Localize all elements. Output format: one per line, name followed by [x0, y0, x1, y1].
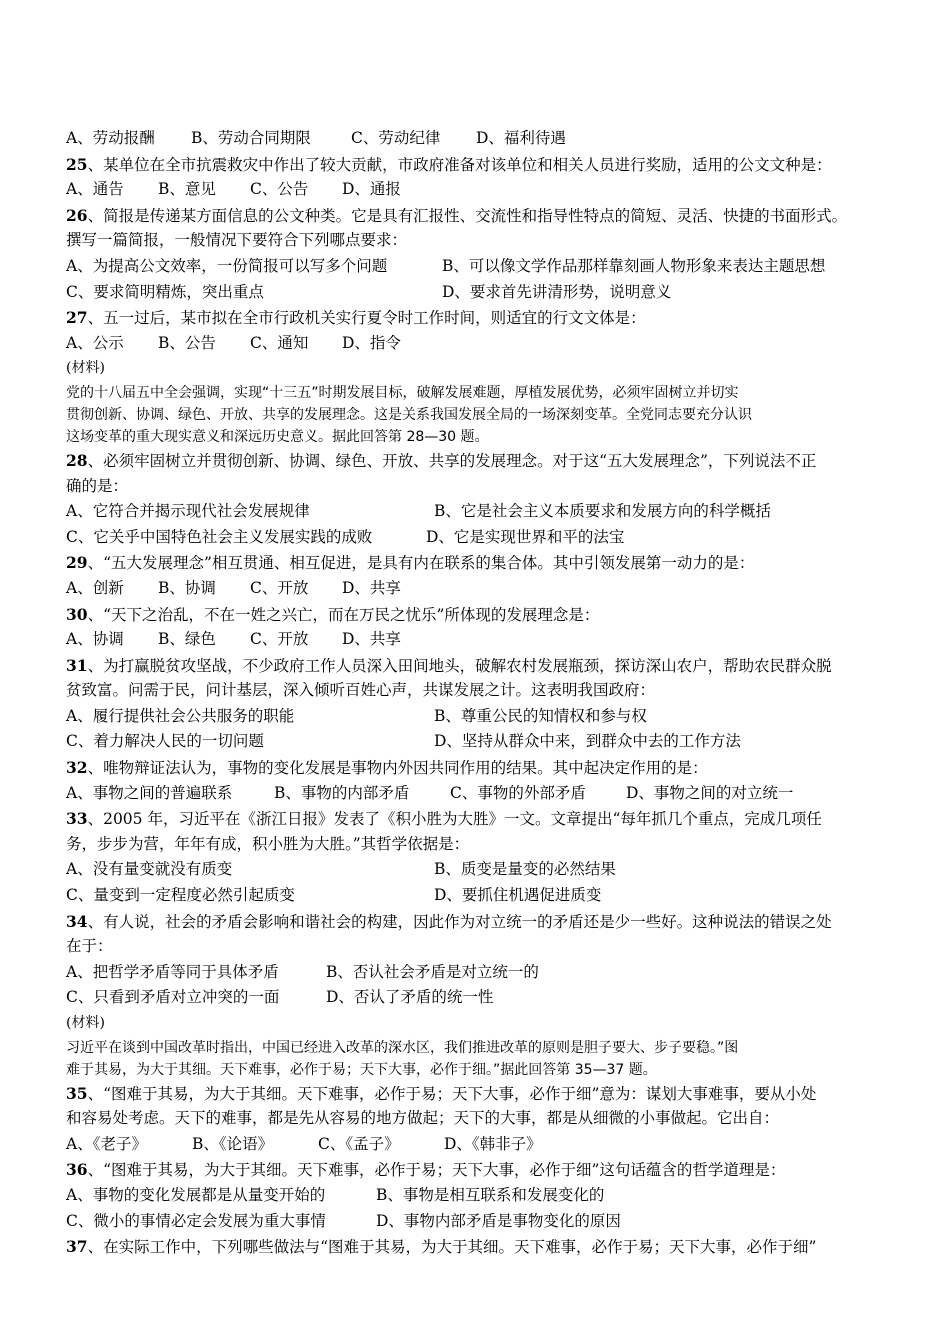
option-d: D、福利待遇 — [476, 129, 566, 147]
option-b: B、劳动合同期限 — [191, 129, 311, 147]
option-c: C、公告 — [250, 180, 309, 199]
question-text: 、2005 年，习近平在《浙江日报》发表了《积小胜为大胜》一文。文章提出“每年抓几个重点，完成几项任 — [87, 810, 822, 829]
question-32 — [66, 755, 896, 781]
question-25 — [66, 152, 896, 178]
option-b: B、可以像文学作品那样靠刻画人物形象来表达主题思想 — [442, 256, 826, 275]
option-d: D、《韩非子》 — [444, 1134, 542, 1153]
question-text: 、某单位在全市抗震救灾中作出了较大贡献，市政府准备对该单位和相关人员进行奖励，适用的公文文种是： — [87, 155, 832, 174]
question-continuation: 在于： — [66, 937, 113, 956]
question-number: 31 — [66, 655, 88, 675]
option-a: A、它符合并揭示现代社会发展规律 — [66, 502, 310, 521]
question-number: 33 — [66, 809, 88, 829]
material-label: (材料) — [66, 360, 105, 377]
option-a: A、《老子》 — [66, 1134, 147, 1153]
question-number: 36 — [66, 1160, 88, 1180]
question-33 — [66, 806, 896, 832]
answer-options — [66, 729, 896, 755]
question-30 — [66, 602, 896, 628]
option-c: C、《孟子》 — [318, 1134, 400, 1153]
question-text: 、在实际工作中，下列哪些做法与“图难于其易，为大于其细。天下难事，必作于易；天下大事，必作于细” — [87, 1238, 817, 1257]
option-b: B、协调 — [158, 578, 216, 597]
question-continuation: 务，步步为营，年年有成，积小胜为大胜。”其哲学依据是： — [66, 834, 470, 853]
question-text: 、唯物辩证法认为，事物的变化发展是事物内外因共同作用的结果。其中起决定作用的是： — [87, 759, 708, 778]
answer-options — [66, 1183, 896, 1209]
material-text: 习近平在谈到中国改革时指出，中国已经进入改革的深水区，我们推进改革的原则是胆子要大、步子要稳。”图 — [66, 1039, 739, 1056]
question-text: 、五一过后，某市拟在全市行政机关实行夏令时工作时间，则适宜的行文文体是： — [87, 309, 646, 328]
option-b: B、事物是相互联系和发展变化的 — [376, 1185, 605, 1204]
question-number: 28 — [66, 450, 88, 470]
answer-options — [66, 499, 896, 525]
question-text: 、有人说，社会的矛盾会影响和谐社会的构建，因此作为对立统一的矛盾还是少一些好。这种说法的错误之处 — [87, 912, 832, 931]
question-29 — [66, 550, 896, 576]
option-c: C、要求简明精炼，突出重点 — [66, 282, 264, 301]
option-c: C、只看到矛盾对立冲突的一面 — [66, 988, 280, 1007]
option-a: A、为提高公文效率，一份简报可以写多个问题 — [66, 256, 388, 275]
option-b: B、意见 — [158, 180, 216, 199]
question-continuation: 确的是： — [66, 476, 129, 495]
question-31 — [66, 653, 896, 679]
question-number: 30 — [66, 604, 88, 624]
answer-options — [66, 960, 896, 986]
question-text: 、“图难于其易，为大于其细。天下难事，必作于易；天下大事，必作于细”这句话蕴含的哲学道理是： — [87, 1161, 786, 1180]
material-text: 贯彻创新、协调、绿色、开放、共享的发展理念。这是关系我国发展全局的一场深刻变革。全党同志要充分认识 — [66, 406, 752, 423]
question-36 — [66, 1157, 896, 1183]
option-c: C、事物的外部矛盾 — [450, 783, 586, 802]
option-a: A、事物的变化发展都是从量变开始的 — [66, 1185, 326, 1204]
answer-options — [66, 331, 896, 357]
question-37 — [66, 1234, 896, 1260]
option-d: D、否认了矛盾的统一性 — [326, 988, 494, 1007]
option-b: B、尊重公民的知情权和参与权 — [434, 706, 647, 725]
option-a: A、劳动报酬 — [66, 129, 155, 147]
answer-options — [66, 1132, 896, 1158]
option-d: D、事物内部矛盾是事物变化的原因 — [376, 1211, 621, 1230]
question-26 — [66, 203, 896, 229]
option-b: B、《论语》 — [192, 1134, 274, 1153]
answer-options — [66, 704, 896, 730]
answer-options — [66, 1209, 896, 1235]
answer-options — [66, 254, 896, 280]
question-continuation: 撰写一篇简报，一般情况下要符合下列哪点要求： — [66, 231, 408, 250]
option-d: D、通报 — [342, 180, 401, 199]
question-text: 、为打赢脱贫攻坚战，不少政府工作人员深入田间地头，破解农村发展瓶颈，探访深山农户，帮助农民群众脱 — [87, 656, 832, 675]
question-number: 27 — [66, 308, 88, 328]
option-b: B、公告 — [158, 333, 216, 352]
answer-options — [66, 525, 896, 551]
answer-options — [66, 126, 896, 152]
option-a: A、协调 — [66, 630, 124, 649]
option-d: D、要求首先讲清形势，说明意义 — [442, 282, 672, 301]
option-c: C、开放 — [250, 630, 309, 649]
question-number: 25 — [66, 154, 88, 174]
option-c: C、开放 — [250, 578, 309, 597]
option-d: D、共享 — [342, 630, 401, 649]
option-a: A、创新 — [66, 578, 124, 597]
option-c: C、它关乎中国特色社会主义发展实践的成败 — [66, 527, 373, 546]
option-c: C、通知 — [250, 333, 309, 352]
option-b: B、质变是量变的必然结果 — [434, 860, 616, 879]
question-text: 、必须牢固树立并贯彻创新、协调、绿色、开放、共享的发展理念。对于这“五大发展理念”，下列说法不正 — [87, 451, 817, 470]
question-number: 37 — [66, 1237, 88, 1257]
question-text: 、“天下之治乱，不在一姓之兴亡，而在万民之忧乐”所体现的发展理念是： — [87, 605, 600, 624]
question-27 — [66, 305, 896, 331]
question-number: 26 — [66, 205, 88, 225]
question-text: 、“图难于其易，为大于其细。天下难事，必作于易；天下大事，必作于细”意为：谋划大事难事，要从小处 — [87, 1084, 817, 1103]
question-35 — [66, 1081, 896, 1107]
option-a: A、公示 — [66, 333, 124, 352]
answer-options — [66, 857, 896, 883]
question-number: 35 — [66, 1083, 88, 1103]
question-continuation: 和容易处考虑。天下的难事，都是先从容易的地方做起；天下的大事，都是从细微的小事做起。它出自： — [66, 1109, 780, 1128]
option-a: A、把哲学矛盾等同于具体矛盾 — [66, 962, 279, 981]
answer-options — [66, 883, 896, 909]
option-b: B、它是社会主义本质要求和发展方向的科学概括 — [434, 502, 771, 521]
material-label: (材料) — [66, 1015, 105, 1031]
question-number: 32 — [66, 758, 88, 778]
question-text: 、“五大发展理念”相互贯通、相互促进，是具有内在联系的集合体。其中引领发展第一动力的是： — [87, 554, 755, 573]
option-b: B、否认社会矛盾是对立统一的 — [326, 962, 539, 981]
material-text: 党的十八届五中全会强调，实现“十三五”时期发展目标，破解发展难题，厚植发展优势，必须牢固树立并切实 — [66, 384, 739, 401]
option-b: B、绿色 — [158, 630, 216, 649]
answer-options — [66, 280, 896, 306]
material-text: 难于其易，为大于其细。天下难事，必作于易；天下大事，必作于细。”据此回答第 35—37 题。 — [66, 1061, 657, 1078]
answer-options — [66, 781, 896, 807]
option-b: B、事物的内部矛盾 — [274, 783, 410, 802]
option-a: A、履行提供社会公共服务的职能 — [66, 706, 295, 725]
option-a: A、没有量变就没有质变 — [66, 860, 233, 879]
option-c: C、劳动纪律 — [351, 129, 441, 147]
option-a: A、事物之间的普遍联系 — [66, 783, 233, 802]
question-28 — [66, 448, 896, 474]
option-a: A、通告 — [66, 180, 124, 199]
question-text: 、简报是传递某方面信息的公文种类。它是具有汇报性、交流性和指导性特点的简短、灵活、快捷的书面形式。 — [87, 206, 848, 225]
material-text: 这场变革的重大现实意义和深远历史意义。据此回答第 28—30 题。 — [66, 428, 489, 445]
answer-options — [66, 985, 896, 1011]
option-c: C、着力解决人民的一切问题 — [66, 732, 264, 751]
option-d: D、要抓住机遇促进质变 — [434, 886, 602, 905]
document-page — [66, 126, 896, 1260]
option-d: D、指令 — [342, 333, 401, 352]
question-number: 29 — [66, 553, 88, 573]
question-continuation: 贫致富。问需于民，问计基层，深入倾听百姓心声，共谋发展之计。这表明我国政府： — [66, 681, 656, 700]
question-34 — [66, 909, 896, 935]
option-c: C、微小的事情必定会发展为重大事情 — [66, 1211, 326, 1230]
option-d: D、事物之间的对立统一 — [626, 783, 794, 802]
question-number: 34 — [66, 911, 88, 931]
option-d: D、它是实现世界和平的法宝 — [426, 527, 625, 546]
option-d: D、共享 — [342, 578, 401, 597]
option-c: C、量变到一定程度必然引起质变 — [66, 886, 295, 905]
answer-options — [66, 576, 896, 602]
option-d: D、坚持从群众中来，到群众中去的工作方法 — [434, 732, 741, 751]
answer-options — [66, 177, 896, 203]
answer-options — [66, 627, 896, 653]
